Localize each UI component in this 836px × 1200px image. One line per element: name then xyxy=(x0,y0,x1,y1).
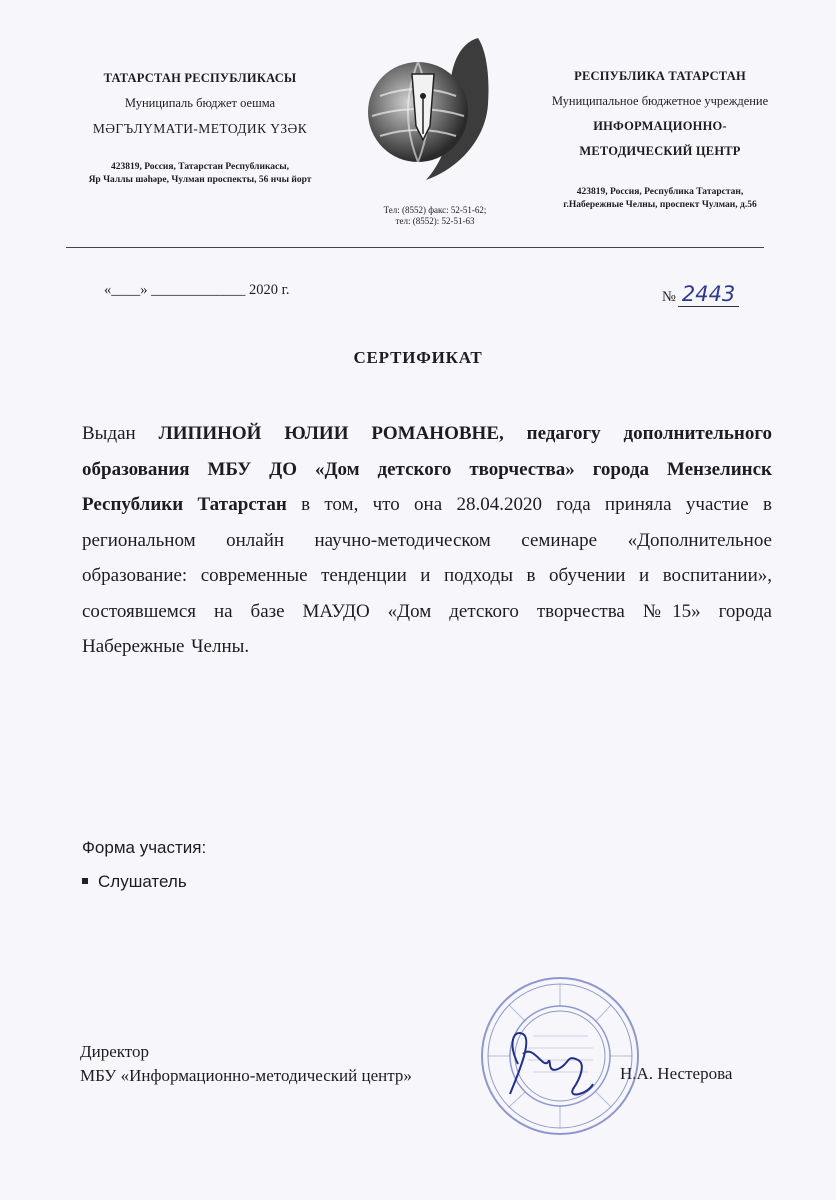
header-right-line3: ИНФОРМАЦИОННО- xyxy=(593,119,727,133)
signatory-organization: МБУ «Информационно-методический центр» xyxy=(80,1066,412,1085)
header-right-line4: МЕТОДИЧЕСКИЙ ЦЕНТР xyxy=(579,144,741,158)
certificate-body xyxy=(82,416,772,665)
header-left-address2: Яр Чаллы шәһәре, Чулман проспекты, 56 нчы йорт xyxy=(88,175,312,185)
header-right-address2: г.Набережные Челны, проспект Чулман, д.56 xyxy=(563,200,757,210)
organization-logo xyxy=(360,34,500,182)
header-left-address1: 423819, Россия, Татарстан Республикасы, xyxy=(110,162,290,172)
number-value: 2443 xyxy=(678,282,739,307)
recipient-name: ЛИПИНОЙ ЮЛИИ РОМАНОВНЕ, педагогу дополнительного образования МБУ ДО «Дом детского творчества» города Мензелинск Республики Татарстан xyxy=(82,423,772,515)
header-left-line2: Муниципаль бюджет оешма xyxy=(124,96,276,110)
contact-tel1: Тел: (8552) факс: 52-51-62; xyxy=(383,205,487,215)
official-stamp xyxy=(478,974,643,1139)
document-number xyxy=(662,282,739,306)
participation-item xyxy=(82,872,187,892)
header-divider xyxy=(66,247,764,248)
participation-label: Форма участия: xyxy=(82,838,207,857)
header-right-address1: 423819, Россия, Республика Татарстан, xyxy=(576,187,744,197)
header-left-line3: МӘГЪЛҮМАТИ-МЕТОДИК ҮЗӘК xyxy=(92,121,308,136)
number-prefix: № xyxy=(662,289,676,305)
header-right xyxy=(510,64,810,212)
contact-tel2: тел: (8552): 52-51-63 xyxy=(395,216,475,226)
date-line: «____» _____________ 2020 г. xyxy=(104,282,290,298)
header-left-line1: ТАТАРСТАН РЕСПУБЛИКАСЫ xyxy=(103,71,297,85)
signatory-name: Н.А. Нестерова xyxy=(620,1064,733,1083)
header-right-line2: Муниципальное бюджетное учреждение xyxy=(551,94,769,108)
header-right-line1: РЕСПУБЛИКА ТАТАРСТАН xyxy=(574,69,746,83)
body-intro: Выдан xyxy=(82,423,159,444)
document-title: СЕРТИФИКАТ xyxy=(353,348,483,367)
contacts xyxy=(360,205,510,227)
header-left xyxy=(40,66,360,187)
signatory-title: Директор xyxy=(80,1042,149,1061)
participation-value: Слушатель xyxy=(98,872,187,891)
signatory-role xyxy=(80,1040,412,1088)
body-rest: в том, что она 28.04.2020 года приняла участие в региональном онлайн научно-методическом семинаре «Дополнительное образование: современные тенденции и подходы в обучении и воспитании», состоявшемся на базе МАУДО «Дом детского творчества №15» города Набережные Челны. xyxy=(82,494,772,657)
bullet-icon xyxy=(82,878,88,884)
